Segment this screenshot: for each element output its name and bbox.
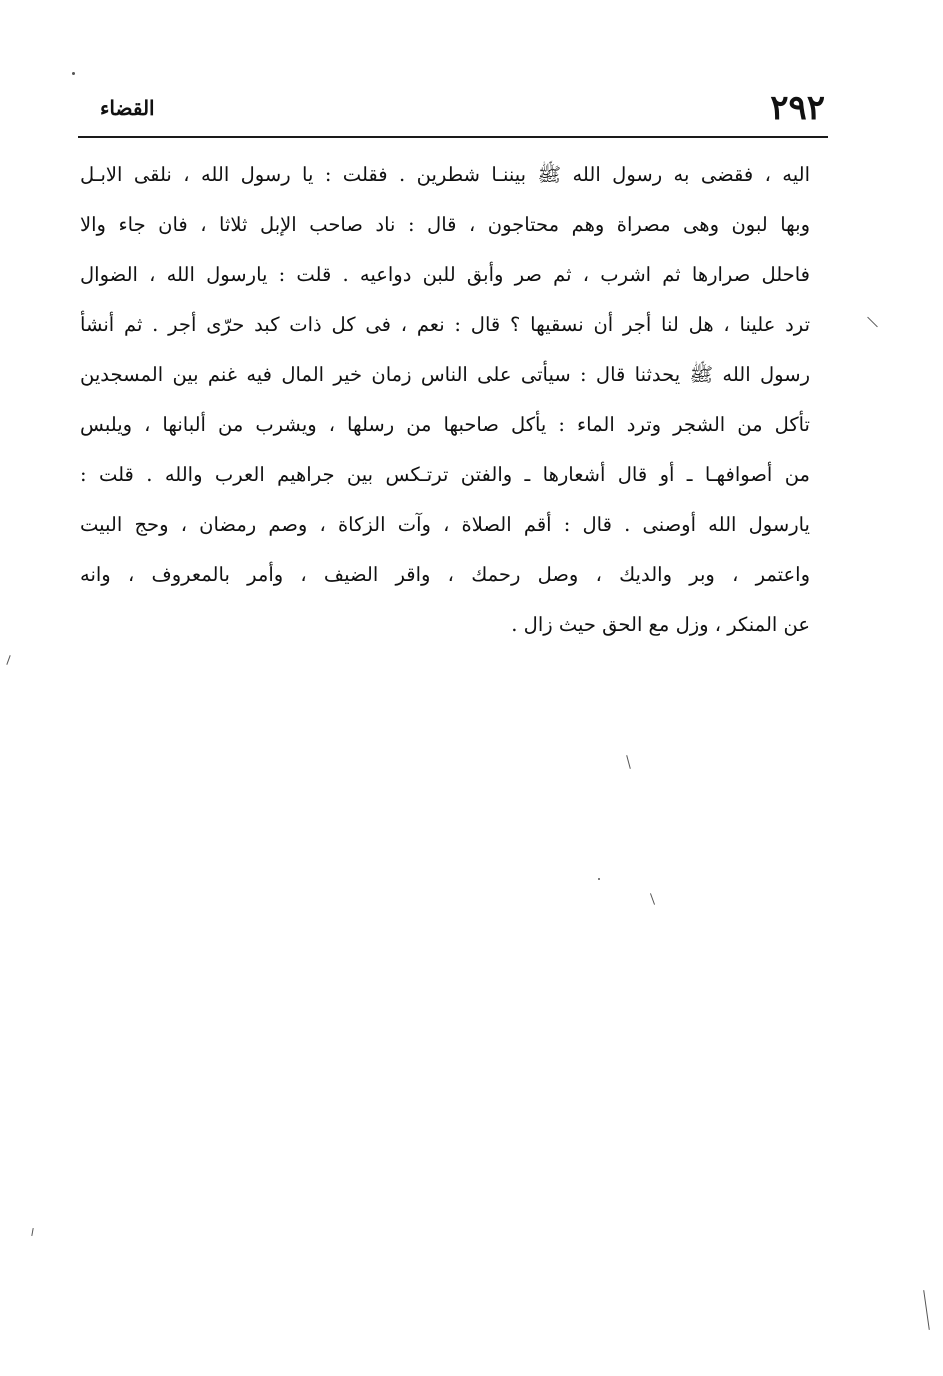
text-line: يارسول الله أوصنى . قال : أقم الصلاة ، وآت الزكاة ، وصم رمضان ، وحج البيت: [80, 513, 810, 536]
text-line: عن المنكر ، وزل مع الحق حيث زال .: [511, 613, 810, 636]
scan-speck: [72, 72, 75, 75]
text-line: من أصوافهـا ـ أو قال أشعارها ـ والفتن ترتـكس بين جراهيم العرب والله . قلت :: [80, 463, 810, 486]
running-title: القضاء: [100, 96, 155, 120]
scan-speck: [31, 1228, 33, 1236]
scan-speck: [6, 655, 10, 665]
scan-speck: [923, 1290, 930, 1330]
text-line: وبها لبون وهى مصراة وهم محتاجون ، قال : ناد صاحب الإبل ثلاثا ، فان جاء والا: [80, 213, 810, 236]
text-line: اليه ، فقضى به رسول الله ﷺ بيننـا شطرين . فقلت : يا رسول الله ، نلقى الابـل: [80, 163, 810, 186]
scan-speck: [598, 878, 600, 880]
page-header: [80, 86, 825, 136]
text-line: تأكل من الشجر وترد الماء : يأكل صاحبها من رسلها ، ويشرب من ألبانها ، ويلبس: [80, 413, 810, 436]
page-number: ٢٩٢: [770, 88, 825, 128]
text-line: رسول الله ﷺ يحدثنا قال : سيأتى على الناس زمان خير المال فيه غنم بين المسجدين: [80, 363, 810, 386]
body-text: [80, 150, 810, 650]
text-line: ترد علينا ، هل لنا أجر أن نسقيها ؟ قال : نعم ، فى كل ذات كبد حرّى أجر . ثم أنشأ: [80, 313, 810, 336]
scan-speck: [650, 893, 655, 905]
scan-speck: [867, 317, 878, 328]
header-divider: [78, 136, 828, 138]
text-line: واعتمر ، وبر والديك ، وصل رحمك ، واقر الضيف ، وأمر بالمعروف ، وانه: [80, 563, 810, 586]
text-line: فاحلل صرارها ثم اشرب ، ثم صر وأبق للبن دواعيه . قلت : يارسول الله ، الضوال: [80, 263, 810, 286]
scan-speck: [626, 755, 631, 769]
